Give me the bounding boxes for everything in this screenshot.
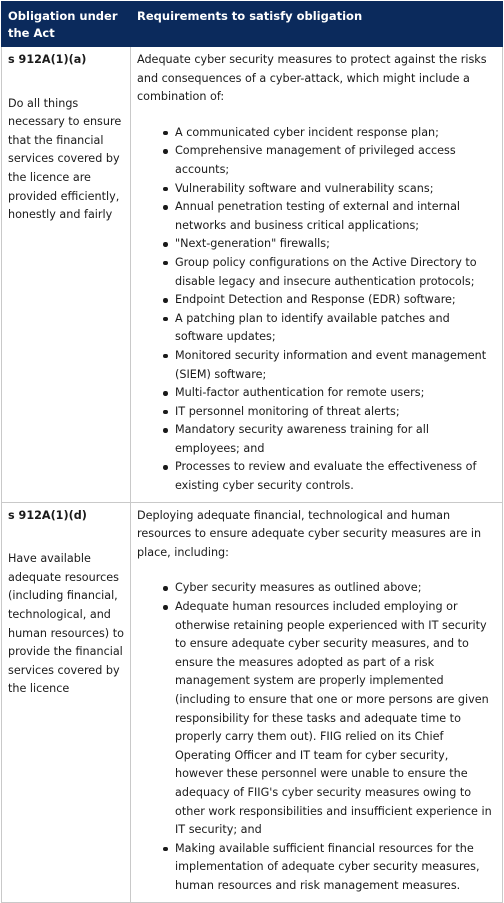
list-item: Processes to review and evaluate the effectiveness of existing cyber security controls. bbox=[175, 458, 496, 495]
section-reference: s 912A(1)(d) bbox=[8, 508, 87, 522]
list-item: Adequate human resources included employing or otherwise retaining people experienced with IT security to ensure adequate cyber security measures, and to ensure the measures adopted as part of a risk management system are properly implemented (including to ensure that one or more persons are given responsibility for these tasks and adequate time to properly carry them out). FIIG relied on its Chief Operating Officer and IT team for cyber security, however these personnel were unable to ensure the adequacy of FIIG's cyber security measures owing to other work responsibilities and insufficient experience in IT security; and bbox=[175, 598, 496, 840]
requirements-intro: Deploying adequate financial, technological and human resources to ensure adequate cyber security measures are in place, including: bbox=[137, 508, 482, 559]
list-item: Annual penetration testing of external and internal networks and business critical applications; bbox=[175, 198, 496, 235]
list-item: Mandatory security awareness training for all employees; and bbox=[175, 421, 496, 458]
list-item: IT personnel monitoring of threat alerts; bbox=[175, 403, 496, 422]
obligation-text: Have available adequate resources (including financial, technological, and human resources) to provide the financial services covered by the licence bbox=[8, 552, 124, 696]
list-item: Monitored security information and event management (SIEM) software; bbox=[175, 347, 496, 384]
table-row bbox=[2, 502, 503, 902]
requirements-cell bbox=[131, 47, 503, 503]
list-item: Making available sufficient financial resources for the implementation of adequate cyber security measures, human resources and risk management measures. bbox=[175, 840, 496, 896]
table-body bbox=[2, 47, 503, 903]
list-item: Multi-factor authentication for remote users; bbox=[175, 384, 496, 403]
obligation-cell bbox=[2, 47, 131, 503]
table-header bbox=[2, 2, 503, 47]
obligation-text: Do all things necessary to ensure that the financial services covered by the licence are provided efficiently, honestly and fairly bbox=[8, 96, 122, 222]
list-item: A communicated cyber incident response plan; bbox=[175, 124, 496, 143]
header-requirements: Requirements to satisfy obligation bbox=[131, 2, 503, 47]
section-reference: s 912A(1)(a) bbox=[8, 53, 87, 66]
list-item: A patching plan to identify available patches and software updates; bbox=[175, 310, 496, 347]
list-item: Comprehensive management of privileged access accounts; bbox=[175, 142, 496, 179]
list-item: Group policy configurations on the Active Directory to disable legacy and insecure authentication protocols; bbox=[175, 254, 496, 291]
requirements-list bbox=[137, 124, 496, 496]
requirements-list bbox=[137, 579, 496, 895]
list-item: Vulnerability software and vulnerability scans; bbox=[175, 180, 496, 199]
header-obligation: Obligation under the Act bbox=[2, 2, 131, 47]
table-row bbox=[2, 47, 503, 503]
obligation-cell bbox=[2, 502, 131, 902]
header-row bbox=[2, 2, 503, 47]
obligations-table bbox=[1, 1, 503, 903]
requirements-cell bbox=[131, 502, 503, 902]
list-item: Cyber security measures as outlined above; bbox=[175, 579, 496, 598]
list-item: "Next-generation" firewalls; bbox=[175, 235, 496, 254]
list-item: Endpoint Detection and Response (EDR) software; bbox=[175, 291, 496, 310]
requirements-intro: Adequate cyber security measures to protect against the risks and consequences of a cyber-attack, which might include a combination of: bbox=[137, 53, 487, 104]
